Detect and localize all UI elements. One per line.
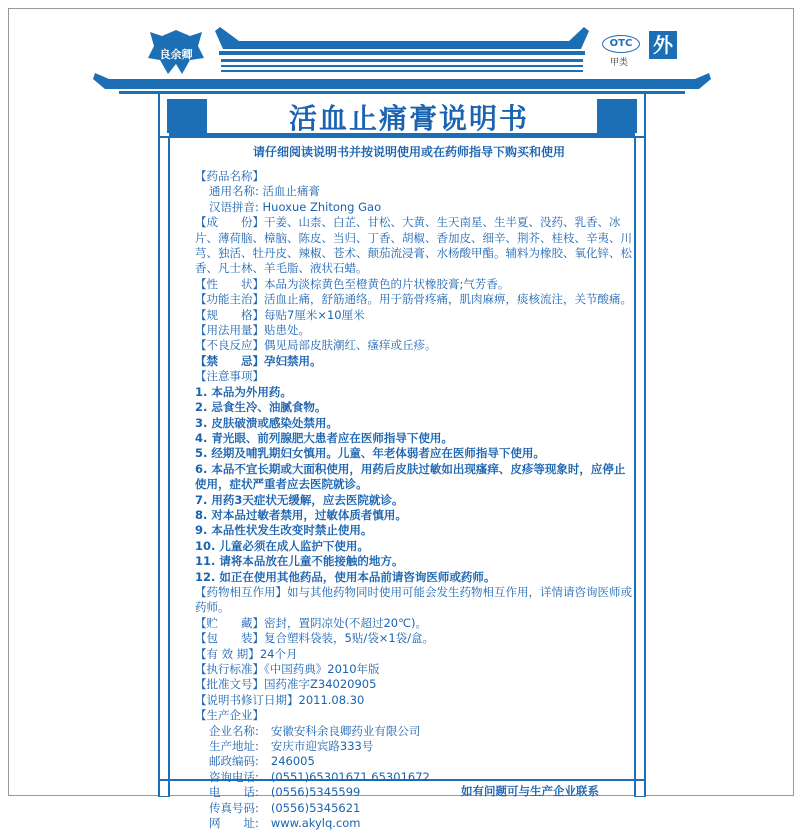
indications-label: 【功能主治】	[195, 292, 264, 307]
pinyin-value: Huoxue Zhitong Gao	[262, 199, 382, 214]
spec-row	[195, 308, 633, 323]
precaution-item: 2. 忌食生冷、油腻食物。	[195, 400, 327, 415]
validity-label: 【有 效 期】	[195, 646, 260, 661]
approval-label: 【批准文号】	[195, 677, 264, 692]
leaflet-content	[195, 169, 633, 831]
manufacturer-field-value: 246005	[270, 754, 315, 769]
precaution-item: 8. 对本品过敏者禁用，过敏体质者慎用。	[195, 507, 407, 522]
adverse-row	[195, 338, 633, 353]
usage-label: 【用法用量】	[195, 323, 264, 338]
precaution-item: 10. 儿童必须在成人监护下使用。	[195, 538, 369, 553]
footer-note: 如有问题可与生产企业联系	[461, 784, 599, 798]
manufacturer-row	[195, 739, 633, 754]
otc-class-label: 甲类	[610, 58, 629, 68]
usage-row	[195, 323, 633, 338]
manufacturer-field-value: 安庆市迎宾路333号	[270, 739, 374, 754]
precaution-item: 12. 如正在使用其他药品，使用本品前请咨询医师或药师。	[195, 569, 496, 584]
manufacturer-field-label: 传真号码:	[209, 800, 259, 815]
manufacturer-field-value: 安徽安科余良卿药业有限公司	[270, 723, 421, 738]
contraindications-value: 孕妇禁用。	[264, 353, 322, 368]
precaution-item: 9. 本品性状发生改变时禁止使用。	[195, 523, 373, 538]
standard-value: 《中国药典》2010年版	[264, 662, 380, 676]
precaution-item: 3. 皮肤破溃或感染处禁用。	[195, 415, 338, 430]
manufacturer-field-label: 电 话:	[209, 785, 259, 800]
standard-label: 【执行标准】	[195, 662, 264, 676]
package-row	[195, 631, 633, 646]
properties-row	[195, 277, 633, 292]
storage-label: 【贮 藏】	[195, 615, 264, 630]
ingredients-row	[195, 215, 633, 277]
adverse-label: 【不良反应】	[195, 338, 264, 353]
storage-value: 密封，置阴凉处(不超过20℃)。	[264, 615, 428, 630]
indications-value: 活血止痛，舒筋通络。用于筋骨疼痛，肌肉麻痹，痰核流注，关节酸痛。	[264, 292, 632, 307]
contraindications-label: 【禁 忌】	[195, 353, 264, 368]
precautions-list	[195, 385, 633, 585]
interactions-label: 【药物相互作用】	[195, 584, 287, 599]
document-title: 活血止痛膏说明书	[288, 102, 529, 135]
revision-label: 【说明书修订日期】	[195, 692, 299, 707]
svg-text:良余卿: 良余卿	[159, 48, 193, 61]
section-label-drug-name: 【药品名称】	[195, 169, 264, 183]
spec-value: 每贴7厘米×10厘米	[264, 307, 365, 322]
manufacturer-field-label: 企业名称:	[209, 723, 259, 738]
revision-row	[195, 693, 633, 708]
manufacturer-field-label: 网 址:	[209, 816, 259, 831]
manufacturer-field-value: www.akylq.com	[270, 816, 361, 831]
precaution-item: 6. 本品不宜长期或大面积使用，用药后皮肤过敏如出现瘙痒、皮疹等现象时，应停止使用，症状严重者应去医院就诊。	[195, 461, 626, 492]
manufacturer-row	[195, 754, 633, 769]
common-name-value: 活血止痛膏	[262, 184, 321, 199]
manufacturer-label: 【生产企业】	[195, 708, 264, 723]
validity-value: 24个月	[259, 646, 298, 661]
manufacturer-row	[195, 724, 633, 739]
indications-row	[195, 292, 633, 307]
approval-value: 国药准字Z34020905	[264, 677, 377, 692]
manufacturer-field-label: 咨询电话:	[209, 769, 259, 784]
manufacturer-field-label: 生产地址:	[209, 739, 259, 754]
pinyin-row	[195, 200, 633, 215]
precautions-label: 【注意事项】	[195, 369, 264, 384]
usage-value: 贴患处。	[264, 323, 310, 338]
precaution-item: 1. 本品为外用药。	[195, 384, 292, 399]
properties-value: 本品为淡棕黄色至橙黄色的片状橡胶膏;气芳香。	[264, 276, 510, 291]
manufacturer-field-value: (0556)5345599	[270, 785, 361, 800]
package-label: 【包 装】	[195, 631, 264, 646]
interactions-row	[195, 585, 633, 616]
pinyin-label: 汉语拼音:	[209, 199, 259, 214]
properties-label: 【性 状】	[195, 276, 264, 291]
document-subtitle: 请仔细阅读说明书并按说明使用或在药师指导下购买和使用	[252, 145, 565, 159]
common-name-row	[195, 184, 633, 199]
storage-row	[195, 616, 633, 631]
otc-badge: OTC	[602, 35, 640, 53]
manufacturer-row	[195, 816, 633, 831]
revision-value: 2011.08.30	[298, 692, 365, 707]
manufacturer-list	[195, 724, 633, 831]
precaution-item: 4. 青光眼、前列腺肥大患者应在医师指导下使用。	[195, 430, 453, 445]
standard-row	[195, 662, 633, 677]
manufacturer-row	[195, 801, 633, 816]
contraindications-row	[195, 354, 633, 369]
ingredients-value: 干姜、山柰、白芷、甘松、大黄、生天南星、生半夏、没药、乳香、冰片、薄荷脑、樟脑、陈皮、当归、丁香、胡椒、香加皮、细辛、荆芥、桂枝、辛夷、川芎、独活、牡丹皮、辣椒、苍术、颠茄流浸膏、水杨酸甲酯。辅料为橡胶、氧化锌、松香、凡士林、羊毛脂、液状石蜡。	[195, 215, 632, 276]
manufacturer-field-label: 邮政编码:	[209, 754, 259, 769]
precaution-item: 5. 经期及哺乳期妇女慎用。儿童、年老体弱者应在医师指导下使用。	[195, 446, 545, 461]
leaflet-sheet	[8, 8, 794, 831]
validity-row	[195, 647, 633, 662]
ingredients-label: 【成 份】	[195, 215, 264, 230]
brand-logo	[146, 28, 206, 78]
adverse-value: 偶见局部皮肤潮红、瘙痒或丘疹。	[264, 338, 437, 353]
precaution-item: 7. 用药3天症状无缓解，应去医院就诊。	[195, 492, 404, 507]
package-value: 复合塑料袋装，5贴/袋×1袋/盒。	[264, 631, 435, 646]
manufacturer-field-value: (0556)5345621	[270, 800, 361, 815]
common-name-label: 通用名称:	[209, 184, 259, 199]
approval-row	[195, 677, 633, 692]
spec-label: 【规 格】	[195, 307, 264, 322]
manufacturer-field-value: (0551)65301671 65301672	[270, 769, 430, 784]
interactions-value: 如与其他药物同时使用可能会发生药物相互作用，详情请咨询医师或药师。	[195, 584, 632, 615]
external-use-badge: 外	[649, 31, 677, 59]
precaution-item: 11. 请将本品放在儿童不能接触的地方。	[195, 554, 404, 569]
